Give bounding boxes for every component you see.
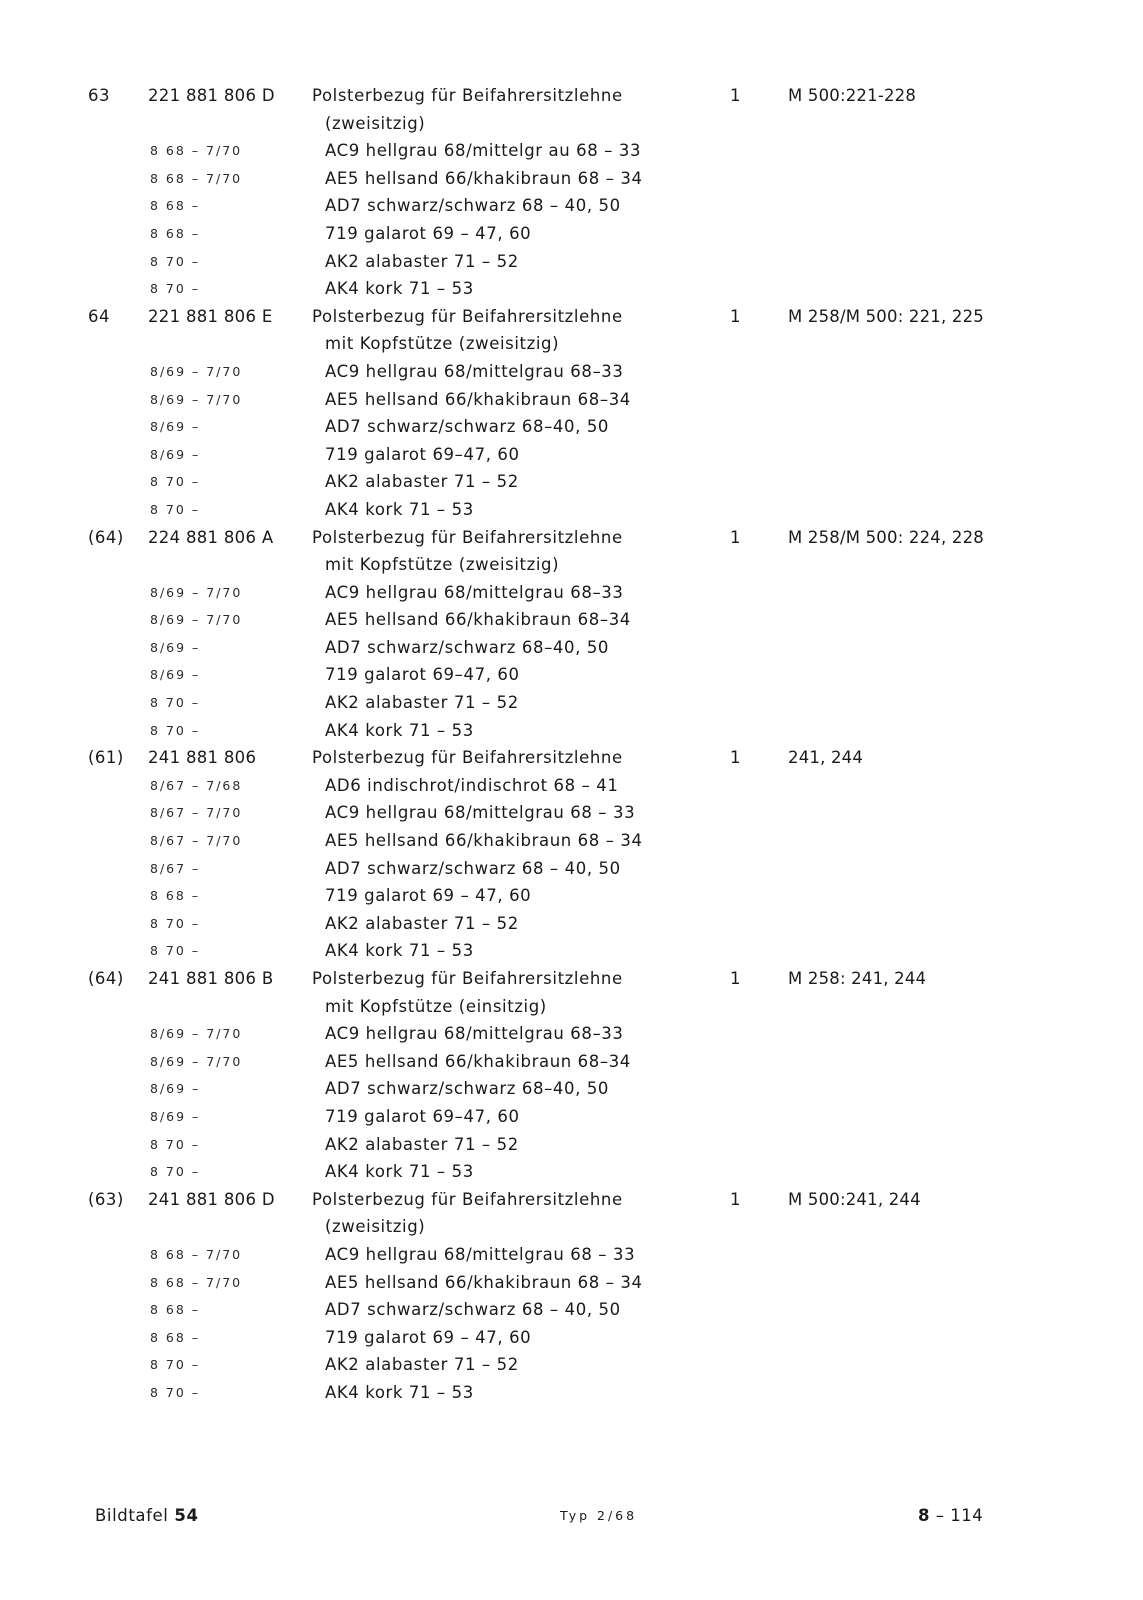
validity-date: 8/69 – [150, 1081, 201, 1097]
color-variant-row [0, 661, 1143, 689]
color-variant-row [0, 855, 1143, 883]
color-code-description: AE5 hellsand 66/khakibraun 68–34 [325, 1051, 631, 1071]
validity-date: 8 70 – [150, 1357, 201, 1373]
color-code-description: AE5 hellsand 66/khakibraun 68–34 [325, 389, 631, 409]
color-code-description: AC9 hellgrau 68/mittelgrau 68–33 [325, 361, 624, 381]
parts-list [0, 82, 1143, 1407]
color-code-description: AE5 hellsand 66/khakibraun 68 – 34 [325, 168, 643, 188]
description-continuation-row [0, 330, 1143, 358]
color-variant-row [0, 1351, 1143, 1379]
part-number: 241 881 806 [148, 748, 257, 768]
part-entry-row [0, 82, 1143, 110]
color-variant-row [0, 248, 1143, 276]
model-applicability: 241, 244 [788, 748, 864, 768]
validity-date: 8 68 – 7/70 [150, 1274, 243, 1290]
color-code-description: AC9 hellgrau 68/mittelgrau 68–33 [325, 1024, 624, 1044]
page-footer [0, 1502, 1143, 1530]
color-variant-row [0, 717, 1143, 745]
validity-date: 8 70 – [150, 915, 201, 931]
validity-date: 8 68 – [150, 888, 201, 904]
color-code-description: AK2 alabaster 71 – 52 [325, 693, 519, 713]
quantity: 1 [730, 86, 741, 105]
validity-date: 8/69 – 7/70 [150, 391, 243, 407]
validity-date: 8/69 – 7/70 [150, 1053, 243, 1069]
validity-date: 8 68 – [150, 1302, 201, 1318]
validity-date: 8/69 – 7/70 [150, 363, 243, 379]
footer-plate-number: 54 [174, 1506, 199, 1525]
part-description: Polsterbezug für Beifahrersitzlehne [312, 527, 623, 547]
part-description: Polsterbezug für Beifahrersitzlehne [312, 748, 623, 768]
validity-date: 8 70 – [150, 474, 201, 490]
position-number: 63 [88, 86, 110, 105]
quantity: 1 [730, 306, 741, 326]
position-number: (64) [88, 527, 124, 547]
color-variant-row [0, 827, 1143, 855]
position-number: (64) [88, 969, 124, 988]
validity-date: 8 70 – [150, 1384, 201, 1400]
color-code-description: 719 galarot 69–47, 60 [325, 1106, 520, 1126]
color-code-description: AK2 alabaster 71 – 52 [325, 251, 519, 271]
color-variant-row [0, 275, 1143, 303]
footer-page-suffix: – 114 [935, 1506, 984, 1525]
color-variant-row [0, 1296, 1143, 1324]
color-code-description: AC9 hellgrau 68/mittelgrau 68 – 33 [325, 1244, 636, 1264]
validity-date: 8 68 – [150, 198, 201, 214]
part-number: 241 881 806 B [148, 969, 274, 988]
part-number: 241 881 806 D [148, 1189, 275, 1209]
position-number: (63) [88, 1189, 124, 1209]
validity-date: 8/69 – [150, 419, 201, 435]
part-entry-row [0, 303, 1143, 331]
validity-date: 8 68 – 7/70 [150, 1246, 243, 1262]
color-code-description: AD7 schwarz/schwarz 68–40, 50 [325, 1079, 610, 1099]
color-code-description: AC9 hellgrau 68/mittelgrau 68–33 [325, 582, 624, 602]
model-applicability: M 258/M 500: 224, 228 [788, 527, 984, 547]
description-continuation: mit Kopfstütze (einsitzig) [325, 996, 547, 1016]
validity-date: 8/69 – [150, 1108, 201, 1124]
color-code-description: 719 galarot 69 – 47, 60 [325, 223, 532, 243]
validity-date: 8/69 – 7/70 [150, 1026, 243, 1042]
validity-date: 8 70 – [150, 722, 201, 738]
validity-date: 8 70 – [150, 943, 201, 959]
model-applicability: M 258/M 500: 221, 225 [788, 306, 984, 326]
color-variant-row [0, 165, 1143, 193]
description-continuation: mit Kopfstütze (zweisitzig) [325, 334, 560, 354]
validity-date: 8 68 – 7/70 [150, 170, 243, 186]
color-code-description: AE5 hellsand 66/khakibraun 68 – 34 [325, 831, 643, 851]
description-continuation-row [0, 1213, 1143, 1241]
validity-date: 8/67 – 7/70 [150, 833, 243, 849]
color-code-description: AD7 schwarz/schwarz 68–40, 50 [325, 637, 610, 657]
color-code-description: AK4 kork 71 – 53 [325, 1162, 474, 1182]
footer-type: Typ 2/68 [560, 1508, 638, 1523]
color-variant-row [0, 413, 1143, 441]
validity-date: 8 68 – 7/70 [150, 143, 243, 159]
color-code-description: AC9 hellgrau 68/mittelgr au 68 – 33 [325, 141, 642, 161]
color-variant-row [0, 1020, 1143, 1048]
description-continuation-row [0, 551, 1143, 579]
part-number: 224 881 806 A [148, 527, 274, 547]
part-entry-row [0, 1186, 1143, 1214]
color-variant-row [0, 220, 1143, 248]
validity-date: 8 70 – [150, 1164, 201, 1180]
color-code-description: AK4 kork 71 – 53 [325, 720, 474, 740]
validity-date: 8 70 – [150, 695, 201, 711]
color-code-description: AD6 indischrot/indischrot 68 – 41 [325, 775, 619, 795]
color-variant-row [0, 634, 1143, 662]
model-applicability: M 500:241, 244 [788, 1189, 921, 1209]
validity-date: 8/67 – 7/68 [150, 777, 243, 793]
color-code-description: AC9 hellgrau 68/mittelgrau 68 – 33 [325, 803, 636, 823]
model-applicability: M 500:221-228 [788, 86, 917, 105]
color-variant-row [0, 1269, 1143, 1297]
description-continuation: mit Kopfstütze (zweisitzig) [325, 555, 560, 575]
validity-date: 8/69 – 7/70 [150, 612, 243, 628]
color-variant-row [0, 579, 1143, 607]
color-code-description: AD7 schwarz/schwarz 68 – 40, 50 [325, 196, 621, 216]
validity-date: 8/69 – [150, 446, 201, 462]
validity-date: 8/69 – [150, 667, 201, 683]
color-variant-row [0, 358, 1143, 386]
color-variant-row [0, 606, 1143, 634]
color-variant-row [0, 772, 1143, 800]
part-entry-row [0, 744, 1143, 772]
color-variant-row [0, 1131, 1143, 1159]
model-applicability: M 258: 241, 244 [788, 969, 927, 988]
validity-date: 8 70 – [150, 501, 201, 517]
color-variant-row [0, 468, 1143, 496]
color-code-description: AE5 hellsand 66/khakibraun 68 – 34 [325, 1272, 643, 1292]
color-code-description: AK2 alabaster 71 – 52 [325, 1355, 519, 1375]
description-continuation: (zweisitzig) [325, 113, 426, 133]
color-variant-row [0, 1158, 1143, 1186]
validity-date: 8 70 – [150, 1136, 201, 1152]
color-variant-row [0, 1324, 1143, 1352]
quantity: 1 [730, 969, 741, 988]
validity-date: 8 70 – [150, 253, 201, 269]
color-code-description: AK2 alabaster 71 – 52 [325, 913, 519, 933]
color-variant-row [0, 496, 1143, 524]
quantity: 1 [730, 1189, 741, 1209]
footer-page-number [918, 1502, 983, 1530]
color-variant-row [0, 192, 1143, 220]
validity-date: 8/69 – [150, 639, 201, 655]
description-continuation-row [0, 110, 1143, 138]
color-variant-row [0, 882, 1143, 910]
color-variant-row [0, 937, 1143, 965]
position-number: 64 [88, 306, 110, 326]
color-variant-row [0, 1241, 1143, 1269]
color-code-description: AE5 hellsand 66/khakibraun 68–34 [325, 610, 631, 630]
color-code-description: AD7 schwarz/schwarz 68–40, 50 [325, 417, 610, 437]
validity-date: 8/69 – 7/70 [150, 584, 243, 600]
validity-date: 8/67 – 7/70 [150, 805, 243, 821]
color-code-description: AK2 alabaster 71 – 52 [325, 472, 519, 492]
color-variant-row [0, 910, 1143, 938]
color-code-description: 719 galarot 69 – 47, 60 [325, 1327, 532, 1347]
color-variant-row [0, 1048, 1143, 1076]
position-number: (61) [88, 748, 124, 768]
color-code-description: 719 galarot 69–47, 60 [325, 444, 520, 464]
part-description: Polsterbezug für Beifahrersitzlehne [312, 306, 623, 326]
color-code-description: 719 galarot 69 – 47, 60 [325, 886, 532, 906]
color-code-description: AK2 alabaster 71 – 52 [325, 1134, 519, 1154]
color-variant-row [0, 441, 1143, 469]
part-entry-row [0, 524, 1143, 552]
part-description: Polsterbezug für Beifahrersitzlehne [312, 969, 623, 988]
validity-date: 8 68 – [150, 1329, 201, 1345]
color-variant-row [0, 689, 1143, 717]
footer-plate-label: Bildtafel [95, 1506, 169, 1525]
part-description: Polsterbezug für Beifahrersitzlehne [312, 1189, 623, 1209]
quantity: 1 [730, 527, 741, 547]
color-code-description: AD7 schwarz/schwarz 68 – 40, 50 [325, 858, 621, 878]
color-variant-row [0, 1379, 1143, 1407]
color-code-description: AK4 kork 71 – 53 [325, 941, 474, 961]
quantity: 1 [730, 748, 741, 768]
validity-date: 8 68 – [150, 225, 201, 241]
part-description: Polsterbezug für Beifahrersitzlehne [312, 86, 623, 105]
color-variant-row [0, 386, 1143, 414]
validity-date: 8 70 – [150, 281, 201, 297]
footer-plate [95, 1502, 199, 1530]
color-variant-row [0, 137, 1143, 165]
validity-date: 8/67 – [150, 860, 201, 876]
color-code-description: AK4 kork 71 – 53 [325, 1382, 474, 1402]
color-variant-row [0, 1103, 1143, 1131]
color-variant-row [0, 799, 1143, 827]
description-continuation-row [0, 993, 1143, 1021]
color-code-description: AK4 kork 71 – 53 [325, 499, 474, 519]
description-continuation: (zweisitzig) [325, 1217, 426, 1237]
color-variant-row [0, 1075, 1143, 1103]
part-number: 221 881 806 D [148, 86, 275, 105]
color-code-description: AK4 kork 71 – 53 [325, 279, 474, 299]
color-code-description: 719 galarot 69–47, 60 [325, 665, 520, 685]
part-number: 221 881 806 E [148, 306, 273, 326]
part-entry-row [0, 965, 1143, 993]
footer-section: 8 [918, 1506, 930, 1525]
color-code-description: AD7 schwarz/schwarz 68 – 40, 50 [325, 1300, 621, 1320]
